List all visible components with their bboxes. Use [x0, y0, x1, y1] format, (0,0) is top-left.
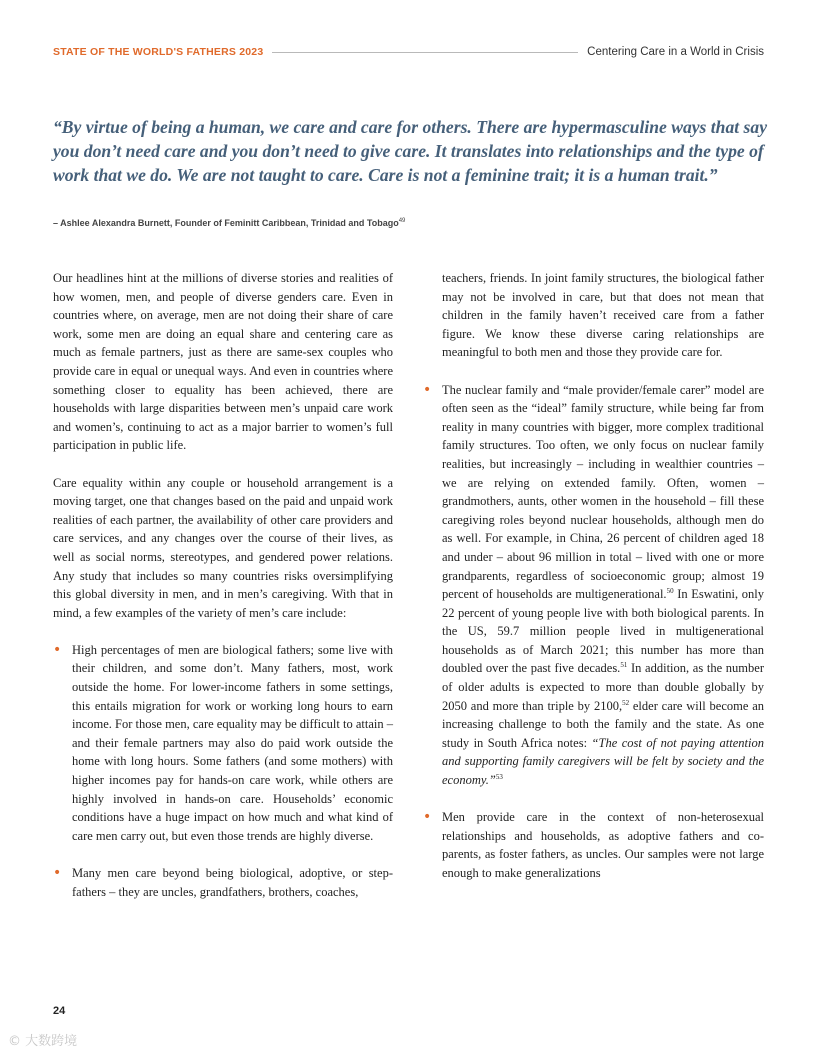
footnote-ref: 50	[666, 586, 674, 595]
header-divider	[272, 52, 578, 53]
study-quote: “The cost of not paying attention and supporting family caregivers will be felt by society and the economy.”	[442, 735, 765, 788]
section-title: Centering Care in a World in Crisis	[587, 46, 764, 58]
bullet-dot-icon: •	[53, 641, 62, 658]
bullet-text: Men provide care in the context of non-heterosexual relationships and households, as adoptive fathers and co-parents, as foster fathers, as uncles. Our samples were not large enough to make generalizations	[442, 810, 764, 880]
bullet-continuation: teachers, friends. In joint family structures, the biological father may not be involved in care, but that does not mean that children in the family haven’t received care from a father figure. We know these diverse caring relationships are meaningful to both men and those they provide care for.	[442, 271, 764, 360]
footnote-ref: 52	[622, 698, 630, 707]
watermark: © 大数跨境	[8, 1034, 78, 1049]
bullet-item	[423, 808, 764, 882]
body-paragraph: Our headlines hint at the millions of diverse stories and realities of how women, men, and people of diverse genders care. Even in countries where, on average, men are not doing their share of care work, some men are doing an equal share and centering care as much as female partners, just as there are same-sex couples who provide care in equal or unequal ways. And even in countries where something closer to equality has been achieved, there are households with large disparities between men’s unpaid care work and women’s, continuing to act as a major barrier to women’s full participation in public life.	[53, 271, 393, 453]
footnote-ref: 51	[620, 661, 628, 670]
attribution-text: – Ashlee Alexandra Burnett, Founder of Feminitt Caribbean, Trinidad and Tobago	[53, 218, 399, 228]
bullet-item	[53, 641, 393, 846]
quote-attribution	[53, 218, 768, 228]
right-column	[423, 269, 764, 901]
left-column	[53, 269, 393, 920]
page-header	[53, 44, 764, 60]
bullet-text-part: In Eswatini, only 22 percent of young people live with both biological parents. In the US, 59.7 million people lived in multigenerational households as of March 2021; this number has more than doubled over the past five decades.	[442, 587, 764, 676]
bullet-dot-icon: •	[53, 865, 62, 881]
bullet-text-part: The nuclear family and “male provider/female carer” model are often seen as the “ideal” family structure, while being far from reality in many countries with bigger, more complex traditional family structures. Too often, we only focus on nuclear family realities, but increasingly – including in wealthier countries – we are relying on extended family. Often, women – grandmothers, aunts, other women in the household – fill these caregiving roles beyond nuclear households, although men do as well. For example, in China, 26 percent of children aged 18 and under – about 96 million in total – lived with one or more grandparents, regardless of socioeconomic group; almost 19 percent of households are multigenerational.	[442, 382, 764, 602]
footnote-ref: 53	[495, 772, 503, 781]
bullet-item	[53, 864, 393, 901]
bullet-dot-icon: •	[423, 809, 432, 826]
bullet-text-part: elder care will become an increasing challenge to both the family and the state. As one study in South Africa notes:	[442, 698, 764, 750]
footnote-ref: 49	[398, 218, 406, 224]
pull-quote: “By virtue of being a human, we care and care for others. There are hypermasculine ways that say you don’t need care and you don’t need to give care. It translates into relationships and the type of work that we do. We are not taught to care. Care is not a feminine trait; it is a human trait.”	[53, 117, 768, 185]
report-title: STATE OF THE WORLD'S FATHERS 2023	[53, 46, 264, 58]
bullet-text: High percentages of men are biological fathers; some live with their children, and some don’t. Many fathers, most, work outside the home. For lower-income fathers in some settings, this entails migration for work or working long hours to earn income. For those men, care equality may be difficult to attain – and their female partners may also do paid work outside the home with long hours. Some fathers (and some mothers) with higher incomes pay for hands-on care work, while others are highly involved in hands-on care. Households’ economic conditions have a huge impact on how much and what kind of care men carry out, but even those trends are highly diverse.	[72, 642, 393, 843]
bullet-text: Many men care beyond being biological, adoptive, or step-fathers – they are uncles, grandfathers, brothers, coaches,	[72, 866, 393, 899]
bullet-dot-icon: •	[423, 381, 432, 398]
body-paragraph: Care equality within any couple or household arrangement is a moving target, one that changes based on the paid and unpaid work realities of each partner, the availability of other care providers and care services, and any changes over the course of their lives, as well as social norms, stereotypes, and gendered power relations. Any study that includes so many countries risks oversimplifying this global diversity in men, and in men’s caregiving. With that in mind, a few examples of the variety of men’s care include:	[53, 475, 393, 620]
page-number: 24	[53, 1005, 66, 1017]
bullet-text-part: In addition, as the number of older adults is expected to more than double globally by 2050 and more than triple by 2100,	[442, 661, 764, 713]
bullet-item	[423, 381, 764, 790]
